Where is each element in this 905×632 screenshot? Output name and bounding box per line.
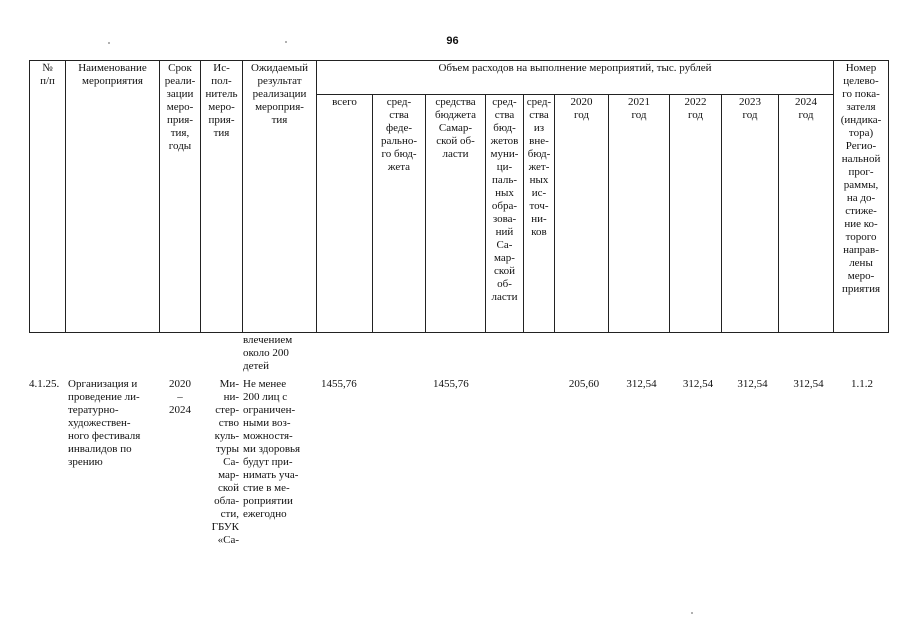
row-name: Организация и проведение ли- тературно- художествен- ного фестиваля инвалидов по зрению [68, 378, 141, 468]
header-executor: Ис- пол- нитель меро- прия- тия [201, 61, 243, 333]
row-executor: Ми- ни- стер- ство куль- туры Са- мар- ской обла- сти, ГБУК «Са- [211, 378, 239, 546]
row-2020: 205,60 [568, 378, 600, 390]
row-2024: 312,54 [793, 378, 824, 390]
header-federal: сред- ства феде- рально- го бюд- жета [373, 95, 426, 333]
header-year-2022: 2022 год [670, 95, 722, 333]
header-name: Наименование мероприятия [66, 61, 160, 333]
header-year-2021: 2021 год [609, 95, 670, 333]
scan-speck [691, 612, 693, 614]
row-term: 2020 – 2024 [169, 378, 191, 416]
page-number: 96 [446, 35, 459, 47]
row-2023: 312,54 [737, 378, 768, 390]
header-year-2023: 2023 год [722, 95, 779, 333]
header-regional: средства бюджета Самар- ской об- ласти [426, 95, 486, 333]
header-year-2020: 2020 год [555, 95, 609, 333]
header-volume: Объем расходов на выполнение мероприятий, тыс. рублей [317, 61, 834, 95]
header-term: Срок реали- зации меро- прия- тия, годы [160, 61, 201, 333]
scan-speck [108, 42, 110, 44]
row-regional: 1455,76 [433, 378, 469, 390]
row-total: 1455,76 [321, 378, 357, 390]
header-municipal: сред- ства бюд- жетов муни- ци- паль- ных обра- зова- ний Са- мар- ской об- ласти [486, 95, 524, 333]
row-2021: 312,54 [626, 378, 657, 390]
row-indicator: 1.1.2 [851, 378, 873, 390]
row-result: Не менее 200 лиц с ограничен- ными воз- можностя- ми здоровья будут при- нимать уча- стие в ме- роприятии ежегодно [243, 378, 301, 520]
header-no: № п/п [30, 61, 66, 333]
header-result: Ожидаемый результат реализации мероприя- тия [243, 61, 317, 333]
result-continuation: влечением около 200 детей [243, 334, 293, 372]
scan-speck [285, 41, 287, 43]
row-number: 4.1.25. [29, 378, 60, 390]
header-total: всего [317, 95, 373, 333]
header-indicator: Номер целево- го пока- зателя (индика- тора) Регио- нальной прог- раммы, на до- стиже- ние ко- торого направ- лены меро- приятия [834, 61, 889, 333]
header-year-2024: 2024 год [779, 95, 834, 333]
header-table [29, 60, 889, 333]
header-offbudget: сред- ства из вне- бюд- жет- ных ис- точ- ни- ков [524, 95, 555, 333]
row-2022: 312,54 [682, 378, 714, 390]
